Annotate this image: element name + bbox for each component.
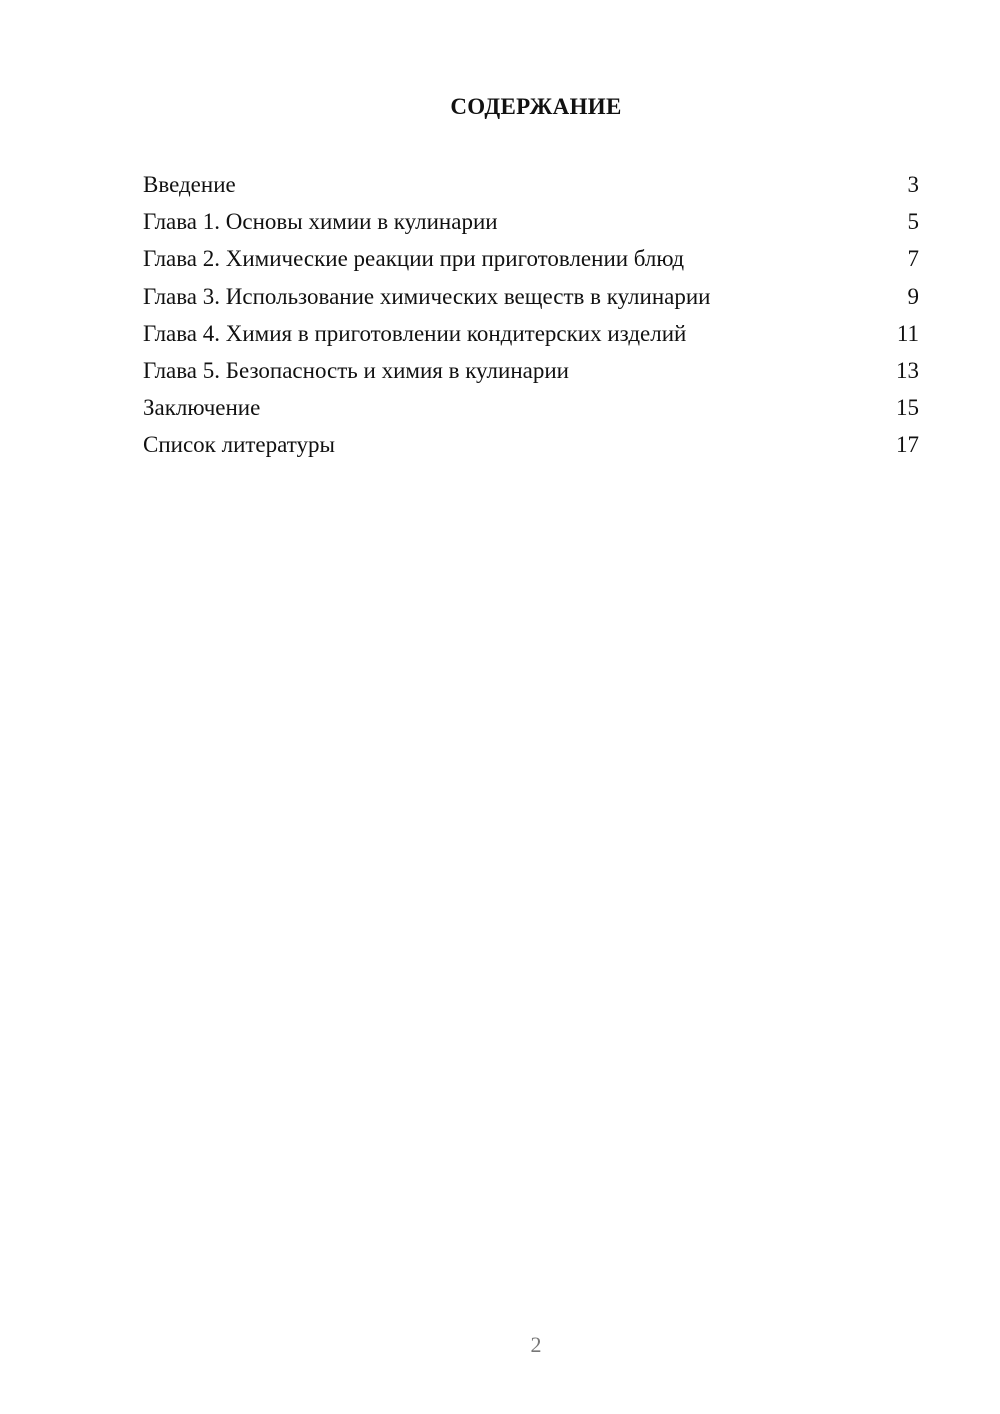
toc-entry-label: Введение [143,172,236,197]
toc-entry-references[interactable] [143,428,919,465]
toc-entry-chapter-4[interactable] [143,317,919,354]
page-number: 2 [530,1332,542,1357]
toc-entry-chapter-5[interactable] [143,354,919,391]
toc-entry-label: Глава 2. Химические реакции при приготовлении блюд [143,246,685,272]
toc-entry-label: Заключение [143,395,261,421]
toc-entry-page: 5 [907,209,919,235]
toc-entry-label: Глава 1. Основы химии в кулинарии [143,209,498,235]
toc-entry-page: 9 [907,283,919,309]
toc-list [143,168,919,466]
toc-entry-introduction[interactable] [143,168,919,205]
toc-entry-page: 17 [896,432,919,458]
toc-entry-page: 3 [907,172,919,197]
toc-entry-page: 15 [896,395,919,421]
toc-entry-label: Глава 5. Безопасность и химия в кулинарии [143,357,569,383]
toc-entry-chapter-1[interactable] [143,205,919,242]
toc-entry-label: Список литературы [143,432,335,458]
toc-entry-page: 13 [896,357,919,383]
toc-entry-chapter-3[interactable] [143,280,919,317]
toc-entry-conclusion[interactable] [143,391,919,428]
toc-entry-page: 11 [896,320,919,346]
toc-title: СОДЕРЖАНИЕ [450,94,622,119]
toc-entry-chapter-2[interactable] [143,242,919,279]
toc-entry-page: 7 [907,246,919,272]
toc-entry-label: Глава 3. Использование химических веществ в кулинарии [143,283,711,309]
toc-entry-label: Глава 4. Химия в приготовлении кондитерских изделий [143,320,687,346]
